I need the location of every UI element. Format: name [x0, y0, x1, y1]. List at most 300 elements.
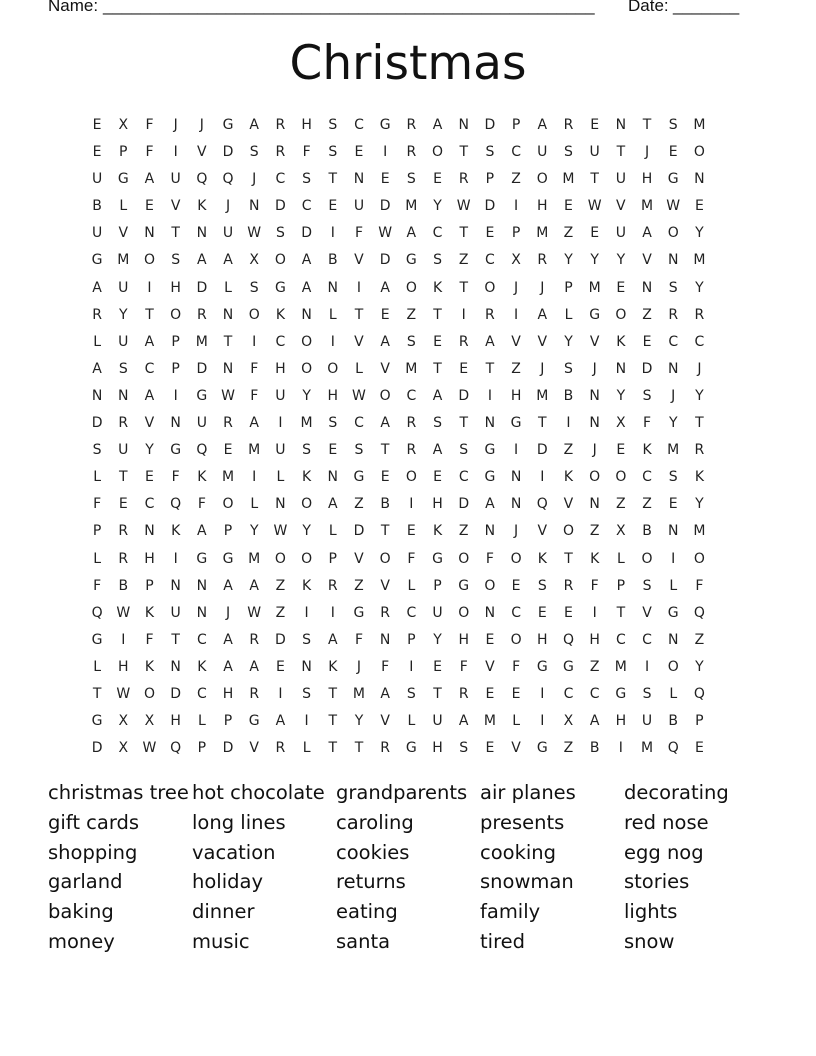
grid-letter: O: [301, 333, 313, 350]
grid-letter: R: [458, 685, 469, 702]
grid-letter: W: [456, 198, 471, 215]
grid-letter: S: [328, 144, 338, 161]
grid-letter: X: [118, 713, 129, 730]
grid-letter: G: [589, 306, 601, 323]
grid-letter: Q: [536, 496, 548, 513]
grid-letter: L: [407, 713, 416, 730]
grid-letter: A: [327, 496, 338, 513]
grid-letter: H: [615, 713, 627, 730]
grid-letter: X: [616, 415, 626, 432]
grid-letter: U: [91, 225, 103, 242]
grid-letter: U: [432, 604, 443, 621]
grid-letter: H: [118, 658, 129, 675]
grid-letter: N: [667, 252, 679, 269]
grid-letter: N: [484, 604, 496, 621]
grid-letter: T: [433, 685, 442, 702]
letter-grid: [84, 112, 713, 762]
grid-letter: R: [380, 740, 391, 757]
grid-letter: H: [589, 631, 600, 648]
grid-letter: W: [247, 604, 262, 621]
grid-letter: V: [511, 333, 521, 350]
grid-letter: L: [250, 496, 259, 513]
grid-letter: N: [275, 496, 286, 513]
grid-letter: L: [119, 198, 128, 215]
grid-letter: S: [302, 442, 312, 459]
grid-letter: W: [352, 387, 366, 404]
grid-letter: T: [459, 225, 468, 242]
grid-letter: M: [248, 442, 261, 459]
grid-letter: B: [327, 252, 338, 269]
grid-letter: T: [171, 631, 180, 648]
grid-letter: S: [668, 279, 678, 296]
grid-letter: W: [116, 685, 131, 702]
grid-letter: I: [540, 685, 545, 702]
grid-letter: E: [485, 631, 495, 648]
grid-letter: I: [514, 306, 519, 323]
grid-letter: P: [511, 117, 521, 133]
grid-letter: M: [195, 333, 208, 350]
grid-letter: O: [143, 685, 155, 702]
grid-letter: L: [355, 360, 363, 377]
grid-letter: A: [223, 577, 233, 594]
grid-letter: E: [511, 685, 521, 702]
grid-letter: K: [197, 658, 207, 675]
grid-letter: Z: [589, 523, 600, 540]
grid-letter: R: [406, 415, 417, 432]
grid-letter: O: [143, 252, 155, 269]
grid-letter: V: [354, 550, 364, 567]
grid-letter: A: [589, 713, 600, 730]
grid-letter: N: [641, 279, 653, 296]
grid-letter: E: [145, 469, 154, 486]
grid-letter: O: [615, 469, 627, 486]
grid-letter: Z: [511, 360, 521, 377]
name-blank: ____________________________________________________: [103, 0, 595, 15]
grid-letter: Z: [563, 442, 574, 459]
grid-letter: M: [667, 442, 680, 459]
grid-letter: Z: [275, 577, 286, 594]
grid-letter: Y: [668, 415, 678, 432]
grid-letter: M: [405, 360, 418, 377]
grid-letter: G: [405, 740, 417, 757]
grid-letter: S: [642, 577, 652, 594]
grid-letter: A: [327, 631, 338, 648]
grid-letter: V: [144, 415, 155, 432]
grid-letter: E: [92, 144, 102, 161]
grid-letter: C: [511, 144, 521, 161]
grid-letter: N: [91, 387, 103, 404]
grid-letter: Z: [589, 658, 600, 675]
grid-letter: K: [302, 577, 312, 594]
grid-letter: P: [92, 523, 102, 540]
grid-letter: J: [199, 117, 204, 133]
grid-letter: O: [693, 144, 705, 161]
grid-letter: I: [356, 279, 362, 296]
grid-letter: P: [171, 360, 180, 377]
grid-letter: R: [563, 117, 574, 133]
grid-letter: H: [144, 550, 155, 567]
grid-letter: T: [590, 171, 599, 188]
grid-letter: D: [91, 415, 103, 432]
grid-letter: R: [458, 333, 469, 350]
grid-letter: P: [223, 523, 233, 540]
grid-letter: G: [274, 279, 286, 296]
grid-letter: Y: [433, 198, 442, 215]
grid-letter: N: [170, 577, 181, 594]
grid-letter: V: [354, 252, 364, 269]
grid-letter: S: [406, 333, 416, 350]
grid-letter: H: [170, 279, 181, 296]
grid-letter: S: [249, 279, 259, 296]
grid-letter: R: [196, 306, 207, 323]
grid-letter: S: [459, 740, 469, 757]
grid-letter: M: [693, 252, 706, 269]
grid-letter: F: [145, 144, 154, 161]
grid-letter: L: [669, 577, 678, 594]
grid-letter: I: [671, 550, 676, 567]
grid-letter: M: [248, 550, 261, 567]
grid-letter: C: [144, 496, 155, 513]
grid-letter: K: [537, 550, 547, 567]
grid-letter: N: [144, 225, 155, 242]
grid-letter: O: [667, 225, 679, 242]
grid-letter: D: [275, 198, 286, 215]
grid-letter: H: [222, 685, 234, 702]
grid-letter: I: [121, 631, 126, 648]
grid-letter: T: [119, 469, 128, 486]
grid-letter: M: [614, 658, 627, 675]
grid-letter: H: [432, 740, 443, 757]
grid-letter: A: [380, 279, 390, 296]
grid-letter: S: [354, 442, 364, 459]
grid-letter: C: [563, 685, 574, 702]
grid-letter: O: [405, 469, 417, 486]
grid-letter: C: [615, 631, 626, 648]
grid-letter: A: [406, 225, 417, 242]
grid-letter: C: [668, 333, 679, 350]
grid-letter: F: [354, 631, 363, 648]
grid-letter: Z: [511, 171, 521, 188]
grid-letter: T: [564, 550, 573, 567]
grid-letter: I: [644, 658, 650, 675]
grid-letter: L: [302, 740, 311, 757]
grid-letter: A: [92, 279, 102, 296]
grid-letter: I: [278, 415, 283, 432]
grid-letter: P: [511, 225, 521, 242]
grid-letter: V: [118, 225, 129, 242]
grid-letter: Y: [590, 252, 599, 269]
grid-letter: C: [589, 685, 600, 702]
grid-letter: S: [302, 631, 312, 648]
grid-letter: O: [301, 360, 313, 377]
grid-letter: N: [667, 631, 679, 648]
grid-letter: F: [381, 658, 390, 675]
grid-letter: U: [537, 144, 548, 161]
grid-letter: Y: [616, 387, 626, 404]
word-bank-item: returns: [336, 870, 406, 894]
grid-letter: Z: [694, 631, 705, 648]
grid-letter: E: [590, 225, 600, 242]
grid-letter: K: [590, 550, 600, 567]
grid-letter: V: [642, 252, 652, 269]
grid-letter: G: [196, 550, 208, 567]
grid-letter: C: [642, 631, 652, 648]
grid-letter: C: [432, 225, 443, 242]
grid-letter: Q: [693, 604, 705, 621]
grid-letter: Y: [354, 713, 364, 730]
grid-letter: L: [616, 550, 625, 567]
word-bank-item: gift cards: [48, 810, 140, 834]
grid-letter: S: [249, 144, 259, 161]
grid-letter: N: [222, 306, 234, 323]
word-bank-item: music: [192, 929, 250, 953]
grid-letter: F: [459, 658, 468, 675]
word-bank-item: snowman: [480, 870, 574, 894]
grid-letter: M: [300, 415, 313, 432]
grid-letter: F: [250, 387, 259, 404]
grid-letter: O: [170, 306, 182, 323]
grid-letter: E: [433, 171, 442, 188]
grid-letter: H: [537, 198, 548, 215]
grid-letter: W: [221, 387, 235, 404]
grid-letter: O: [301, 496, 313, 513]
grid-letter: M: [562, 171, 575, 188]
grid-letter: O: [301, 550, 313, 567]
word-bank-item: money: [48, 929, 115, 953]
grid-letter: I: [173, 144, 178, 161]
grid-letter: P: [616, 577, 626, 594]
grid-letter: K: [171, 523, 181, 540]
grid-letter: T: [328, 171, 338, 188]
grid-letter: C: [144, 360, 155, 377]
grid-letter: N: [379, 631, 391, 648]
grid-letter: Q: [170, 740, 182, 757]
grid-letter: C: [196, 631, 207, 648]
grid-letter: I: [304, 713, 309, 730]
grid-letter: I: [514, 442, 519, 459]
grid-letter: F: [145, 117, 154, 133]
grid-letter: I: [330, 225, 335, 242]
grid-letter: C: [275, 171, 286, 188]
grid-letter: G: [353, 469, 365, 486]
grid-letter: T: [145, 306, 154, 323]
grid-letter: R: [485, 306, 495, 323]
grid-letter: O: [615, 306, 627, 323]
grid-letter: I: [566, 415, 571, 432]
grid-letter: A: [432, 442, 443, 459]
word-bank-item: long lines: [192, 810, 286, 834]
grid-letter: A: [432, 387, 443, 404]
grid-letter: V: [485, 658, 495, 675]
grid-letter: Y: [564, 252, 573, 269]
grid-letter: G: [91, 713, 103, 730]
grid-letter: N: [327, 279, 339, 296]
grid-letter: M: [536, 225, 549, 242]
word-bank-item: egg nog: [624, 840, 704, 864]
grid-letter: C: [694, 333, 705, 350]
grid-letter: L: [407, 577, 416, 594]
grid-letter: S: [92, 442, 102, 459]
grid-letter: S: [668, 117, 678, 133]
grid-letter: W: [378, 225, 393, 242]
grid-letter: N: [667, 523, 679, 540]
grid-letter: T: [328, 713, 338, 730]
grid-letter: I: [330, 604, 335, 621]
grid-letter: A: [223, 252, 233, 269]
grid-letter: U: [118, 279, 129, 296]
grid-letter: F: [695, 577, 704, 594]
grid-letter: L: [328, 523, 337, 540]
grid-letter: E: [616, 279, 626, 296]
grid-letter: Z: [563, 740, 574, 757]
grid-letter: K: [275, 306, 285, 323]
grid-letter: T: [695, 415, 704, 432]
grid-letter: E: [223, 442, 233, 459]
grid-letter: O: [667, 658, 679, 675]
word-bank-item: dinner: [192, 900, 255, 924]
grid-letter: N: [510, 496, 522, 513]
grid-letter: R: [92, 306, 102, 323]
grid-letter: Y: [695, 658, 704, 675]
grid-letter: A: [197, 252, 207, 269]
date-blank: _______: [673, 0, 740, 15]
word-bank-item: shopping: [48, 840, 138, 864]
grid-letter: M: [117, 252, 130, 269]
grid-letter: P: [223, 713, 233, 730]
grid-letter: O: [222, 496, 234, 513]
grid-letter: B: [118, 577, 129, 594]
grid-letter: H: [327, 387, 339, 404]
grid-letter: A: [275, 713, 286, 730]
grid-letter: M: [640, 198, 654, 215]
grid-letter: E: [433, 469, 442, 486]
grid-letter: J: [225, 604, 231, 621]
grid-letter: Y: [564, 333, 573, 350]
grid-letter: O: [405, 279, 417, 296]
grid-letter: A: [642, 225, 652, 242]
grid-letter: A: [537, 117, 548, 133]
grid-letter: G: [536, 658, 548, 675]
grid-letter: A: [380, 685, 390, 702]
grid-letter: V: [537, 523, 548, 540]
grid-letter: V: [170, 198, 181, 215]
grid-letter: A: [223, 658, 233, 675]
grid-letter: R: [694, 306, 705, 323]
grid-letter: A: [485, 333, 495, 350]
grid-letter: R: [275, 740, 286, 757]
grid-letter: U: [196, 415, 207, 432]
grid-letter: M: [405, 198, 418, 215]
grid-letter: C: [458, 469, 469, 486]
grid-letter: V: [616, 198, 626, 215]
grid-letter: P: [485, 171, 495, 188]
grid-letter: O: [327, 360, 339, 377]
grid-letter: S: [537, 577, 547, 594]
grid-letter: D: [458, 496, 470, 513]
grid-letter: U: [91, 171, 103, 188]
grid-letter: M: [483, 713, 496, 730]
grid-letter: T: [459, 279, 468, 296]
grid-letter: N: [589, 496, 600, 513]
grid-letter: F: [197, 496, 206, 513]
grid-letter: G: [248, 713, 260, 730]
grid-letter: T: [538, 415, 547, 432]
grid-letter: V: [537, 333, 548, 350]
grid-letter: W: [587, 198, 602, 215]
grid-letter: C: [511, 604, 521, 621]
grid-letter: X: [563, 713, 574, 730]
word-bank-item: cookies: [336, 840, 410, 864]
grid-letter: F: [590, 577, 599, 594]
grid-letter: E: [616, 442, 626, 459]
grid-letter: Y: [695, 225, 704, 242]
grid-letter: Y: [119, 306, 128, 323]
grid-letter: P: [119, 144, 128, 161]
grid-letter: X: [118, 117, 129, 133]
word-bank-item: snow: [624, 929, 675, 953]
grid-letter: E: [564, 604, 573, 621]
grid-letter: P: [197, 740, 207, 757]
grid-letter: O: [248, 306, 260, 323]
grid-letter: O: [432, 144, 444, 161]
grid-letter: S: [406, 685, 416, 702]
grid-letter: A: [249, 658, 259, 675]
grid-letter: B: [563, 387, 574, 404]
grid-letter: T: [380, 442, 390, 459]
grid-letter: T: [459, 415, 468, 432]
grid-letter: E: [380, 469, 390, 486]
grid-letter: E: [433, 333, 442, 350]
grid-letter: G: [222, 117, 234, 133]
grid-letter: G: [458, 577, 470, 594]
grid-letter: O: [379, 550, 391, 567]
grid-letter: U: [222, 225, 234, 242]
grid-letter: U: [641, 713, 653, 730]
grid-letter: R: [406, 442, 417, 459]
grid-letter: P: [695, 713, 704, 730]
grid-letter: Y: [249, 523, 259, 540]
grid-letter: E: [694, 198, 704, 215]
grid-letter: N: [170, 415, 181, 432]
grid-letter: Q: [222, 171, 234, 188]
grid-letter: R: [458, 171, 469, 188]
grid-letter: G: [536, 740, 548, 757]
grid-letter: G: [170, 442, 182, 459]
grid-letter: N: [327, 469, 339, 486]
grid-letter: N: [458, 117, 469, 133]
grid-letter: A: [249, 415, 259, 432]
grid-letter: N: [589, 387, 600, 404]
grid-letter: H: [170, 713, 181, 730]
grid-letter: K: [616, 333, 626, 350]
grid-letter: T: [433, 360, 442, 377]
grid-letter: E: [485, 685, 495, 702]
grid-letter: M: [352, 685, 366, 702]
grid-letter: O: [458, 604, 470, 621]
grid-letter: A: [92, 360, 102, 377]
grid-letter: O: [562, 523, 574, 540]
grid-letter: R: [275, 117, 286, 133]
grid-letter: U: [275, 387, 286, 404]
grid-letter: N: [589, 415, 600, 432]
grid-letter: L: [93, 550, 101, 567]
word-bank-item: air planes: [480, 781, 576, 804]
grid-letter: U: [275, 442, 286, 459]
grid-letter: N: [510, 469, 522, 486]
grid-letter: P: [407, 631, 416, 648]
grid-letter: I: [252, 333, 257, 350]
grid-letter: N: [301, 306, 312, 323]
